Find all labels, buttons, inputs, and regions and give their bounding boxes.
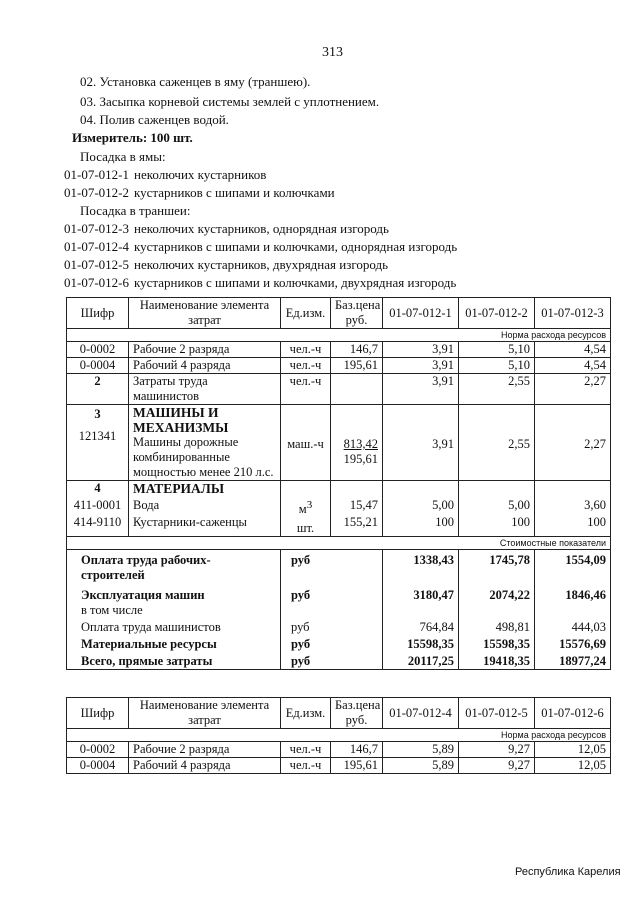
material-code: 414-9110 xyxy=(73,515,122,529)
table-row xyxy=(67,358,611,374)
row-price: 195,61 xyxy=(331,358,383,374)
trench-item xyxy=(64,221,389,237)
item-code: 01-07-012-3 xyxy=(64,221,129,236)
table-header-row xyxy=(67,698,611,729)
table-row xyxy=(67,342,611,358)
materials-prices xyxy=(331,481,383,537)
row-v2: 9,27 xyxy=(459,758,535,774)
col-header-price: Баз.цена руб. xyxy=(331,698,383,729)
cost-v3: 1846,46 xyxy=(565,588,606,603)
item-code: 01-07-012-2 xyxy=(64,185,129,200)
material-name: Вода xyxy=(133,498,160,512)
machines-name-l3: мощностью менее 210 л.с. xyxy=(133,465,274,479)
labor-v3: 2,27 xyxy=(535,374,611,405)
cost-v3: 1554,09 xyxy=(565,553,606,568)
col-header-name: Наименование элемента затрат xyxy=(129,298,281,329)
cost-v2: 19418,35 xyxy=(483,654,530,669)
step-02: 02. Установка саженцев в яму (траншею). xyxy=(80,74,311,89)
meter: Измеритель: 100 шт. xyxy=(72,130,193,145)
trench-item xyxy=(64,257,388,273)
row-price: 195,61 xyxy=(331,758,383,774)
cost-v1: 20117,25 xyxy=(407,654,454,669)
col-header-price: Баз.цена руб. xyxy=(331,298,383,329)
machines-v3-cell xyxy=(535,405,611,481)
cost-unit: руб xyxy=(291,620,310,635)
row-v3: 12,05 xyxy=(535,742,611,758)
machines-name-l2: комбинированные xyxy=(133,450,230,464)
cost-unit: руб xyxy=(291,588,311,603)
material-unit: шт. xyxy=(296,521,315,536)
table-row xyxy=(67,758,611,774)
labor-unit: чел.-ч xyxy=(281,374,331,405)
cost-name: Всего, прямые затраты xyxy=(81,654,213,669)
trench-heading: Посадка в траншеи: xyxy=(80,203,191,218)
machines-v2: 2,55 xyxy=(508,437,530,451)
cost-name: Эксплуатация машин xyxy=(81,588,205,603)
cost-v2: 498,81 xyxy=(495,620,530,635)
item-text: кустарников с шипами и колючками, однорядная изгородь xyxy=(134,239,458,254)
table-row xyxy=(67,742,611,758)
materials-section-code: 4 xyxy=(94,481,101,495)
col-header-c3: 01-07-012-3 xyxy=(535,298,611,329)
item-code: 01-07-012-5 xyxy=(64,257,129,272)
cost-name-cont: в том числе xyxy=(81,603,143,618)
col-header-unit: Ед.изм. xyxy=(281,298,331,329)
machines-item-code: 121341 xyxy=(78,429,117,443)
footer-region: Республика Карелия xyxy=(515,866,621,878)
col-header-c2: 01-07-012-5 xyxy=(459,698,535,729)
cost-v3: 15576,69 xyxy=(559,637,606,652)
norm-band-row xyxy=(67,329,611,342)
labor-code: 2 xyxy=(67,374,129,405)
labor-v2: 2,55 xyxy=(459,374,535,405)
row-price: 146,7 xyxy=(331,342,383,358)
row-unit: чел.-ч xyxy=(281,342,331,358)
cost-label: Стоимостные показатели xyxy=(67,537,611,550)
cost-unit: руб xyxy=(291,654,311,669)
cost-unit: руб xyxy=(291,553,311,568)
cost-v2: 1745,78 xyxy=(489,553,530,568)
row-code: 0-0002 xyxy=(67,342,129,358)
cost-v1: 3180,47 xyxy=(413,588,454,603)
cost-band-row xyxy=(67,537,611,550)
cost-v1: 15598,35 xyxy=(407,637,454,652)
labor-row xyxy=(67,374,611,405)
machines-names xyxy=(129,405,281,481)
cost-unit: руб xyxy=(291,637,311,652)
material-unit: $м^3$ xyxy=(298,499,313,517)
row-v3: 12,05 xyxy=(535,758,611,774)
row-code: 0-0004 xyxy=(67,758,129,774)
machines-price-top: 813,42 xyxy=(343,437,378,451)
row-price: 146,7 xyxy=(331,742,383,758)
row-name: Рабочие 2 разряда xyxy=(129,342,281,358)
machines-row xyxy=(67,405,611,481)
row-v1: 3,91 xyxy=(383,358,459,374)
row-v1: 3,91 xyxy=(383,342,459,358)
machines-name-l1: Машины дорожные xyxy=(133,435,239,449)
col-header-c2: 01-07-012-2 xyxy=(459,298,535,329)
col-header-c3: 01-07-012-6 xyxy=(535,698,611,729)
row-v1: 5,89 xyxy=(383,758,459,774)
labor-name xyxy=(129,374,281,405)
cost-v1-col xyxy=(383,550,459,670)
machines-section-code: 3 xyxy=(94,407,101,421)
col-header-code: Шифр xyxy=(67,298,129,329)
resource-table-1 xyxy=(66,297,611,670)
cost-name: Материальные ресурсы xyxy=(81,637,217,652)
machines-v1-cell xyxy=(383,405,459,481)
norm-band-row xyxy=(67,729,611,742)
page-number: 313 xyxy=(322,45,343,60)
cost-v1: 764,84 xyxy=(419,620,454,635)
materials-v3 xyxy=(535,481,611,537)
cost-name: Оплата труда машинистов xyxy=(81,620,221,635)
row-code: 0-0002 xyxy=(67,742,129,758)
item-code: 01-07-012-4 xyxy=(64,239,129,254)
item-text: кустарников с шипами и колючками xyxy=(134,185,335,200)
machines-unit: маш.-ч xyxy=(287,437,324,451)
materials-units xyxy=(281,481,331,537)
labor-v1: 3,91 xyxy=(383,374,459,405)
machines-unit-cell xyxy=(281,405,331,481)
material-v3: 100 xyxy=(587,515,606,529)
row-v3: 4,54 xyxy=(535,358,611,374)
row-v2: 5,10 xyxy=(459,342,535,358)
material-v3: 3,60 xyxy=(584,498,606,512)
row-unit: чел.-ч xyxy=(281,358,331,374)
material-price: 15,47 xyxy=(349,498,378,512)
trench-item xyxy=(64,275,456,291)
material-name: Кустарники-саженцы xyxy=(133,515,247,529)
cost-names xyxy=(67,550,281,670)
cost-v3: 18977,24 xyxy=(559,654,606,669)
trench-item xyxy=(64,239,457,255)
col-header-c1: 01-07-012-1 xyxy=(383,298,459,329)
cost-units xyxy=(281,550,383,670)
machines-v1: 3,91 xyxy=(432,437,454,451)
materials-codes xyxy=(67,481,129,537)
cost-v1: 1338,43 xyxy=(413,553,454,568)
cost-name: Оплата труда рабочих- xyxy=(81,553,211,568)
step-03: 03. Засыпка корневой системы землей с уплотнением. xyxy=(80,94,380,109)
row-name: Рабочие 2 разряда xyxy=(129,742,281,758)
row-name: Рабочий 4 разряда xyxy=(129,758,281,774)
cost-name-cont: строителей xyxy=(81,568,145,583)
col-header-c1: 01-07-012-4 xyxy=(383,698,459,729)
item-text: неколючих кустарников, однорядная изгородь xyxy=(134,221,389,236)
cost-v2: 2074,22 xyxy=(489,588,530,603)
machines-v2-cell xyxy=(459,405,535,481)
item-text: неколючих кустарников xyxy=(134,167,267,182)
materials-row xyxy=(67,481,611,537)
materials-v1 xyxy=(383,481,459,537)
item-code: 01-07-012-6 xyxy=(64,275,129,290)
row-code: 0-0004 xyxy=(67,358,129,374)
cost-v2: 15598,35 xyxy=(483,637,530,652)
row-unit: чел.-ч xyxy=(281,742,331,758)
cost-v2-col xyxy=(459,550,535,670)
row-v2: 5,10 xyxy=(459,358,535,374)
material-code: 411-0001 xyxy=(73,498,122,512)
table-header-row xyxy=(67,298,611,329)
pit-heading: Посадка в ямы: xyxy=(80,149,166,164)
cost-rows xyxy=(67,550,611,670)
labor-name-line1: Затраты труда xyxy=(133,374,208,388)
machines-section-l1: МАШИНЫ И xyxy=(133,405,219,420)
cost-v3-col xyxy=(535,550,611,670)
machines-price-bottom: 195,61 xyxy=(343,452,378,466)
resource-table-2 xyxy=(66,697,611,774)
machines-v3: 2,27 xyxy=(584,437,606,451)
machines-codes xyxy=(67,405,129,481)
row-unit: чел.-ч xyxy=(281,758,331,774)
pit-item xyxy=(64,167,266,183)
col-header-name: Наименование элемента затрат xyxy=(129,698,281,729)
material-v2: 5,00 xyxy=(508,498,530,512)
cost-v3: 444,03 xyxy=(571,620,606,635)
material-price: 155,21 xyxy=(343,515,378,529)
item-text: неколючих кустарников, двухрядная изгородь xyxy=(134,257,389,272)
materials-names xyxy=(129,481,281,537)
materials-section: МАТЕРИАЛЫ xyxy=(133,481,225,496)
machines-price-cell xyxy=(331,405,383,481)
norm-label: Норма расхода ресурсов xyxy=(67,329,611,342)
col-header-code: Шифр xyxy=(67,698,129,729)
machines-section-l2: МЕХАНИЗМЫ xyxy=(133,420,229,435)
item-code: 01-07-012-1 xyxy=(64,167,129,182)
row-name: Рабочий 4 разряда xyxy=(129,358,281,374)
material-v2: 100 xyxy=(511,515,530,529)
item-text: кустарников с шипами и колючками, двухрядная изгородь xyxy=(134,275,457,290)
material-v1: 5,00 xyxy=(432,498,454,512)
row-v3: 4,54 xyxy=(535,342,611,358)
row-v1: 5,89 xyxy=(383,742,459,758)
labor-name-line2: машинистов xyxy=(133,389,200,403)
materials-v2 xyxy=(459,481,535,537)
col-header-unit: Ед.изм. xyxy=(281,698,331,729)
material-v1: 100 xyxy=(435,515,454,529)
norm-label: Норма расхода ресурсов xyxy=(67,729,611,742)
step-04: 04. Полив саженцев водой. xyxy=(80,112,229,127)
labor-price xyxy=(331,374,383,405)
pit-item xyxy=(64,185,335,201)
row-v2: 9,27 xyxy=(459,742,535,758)
